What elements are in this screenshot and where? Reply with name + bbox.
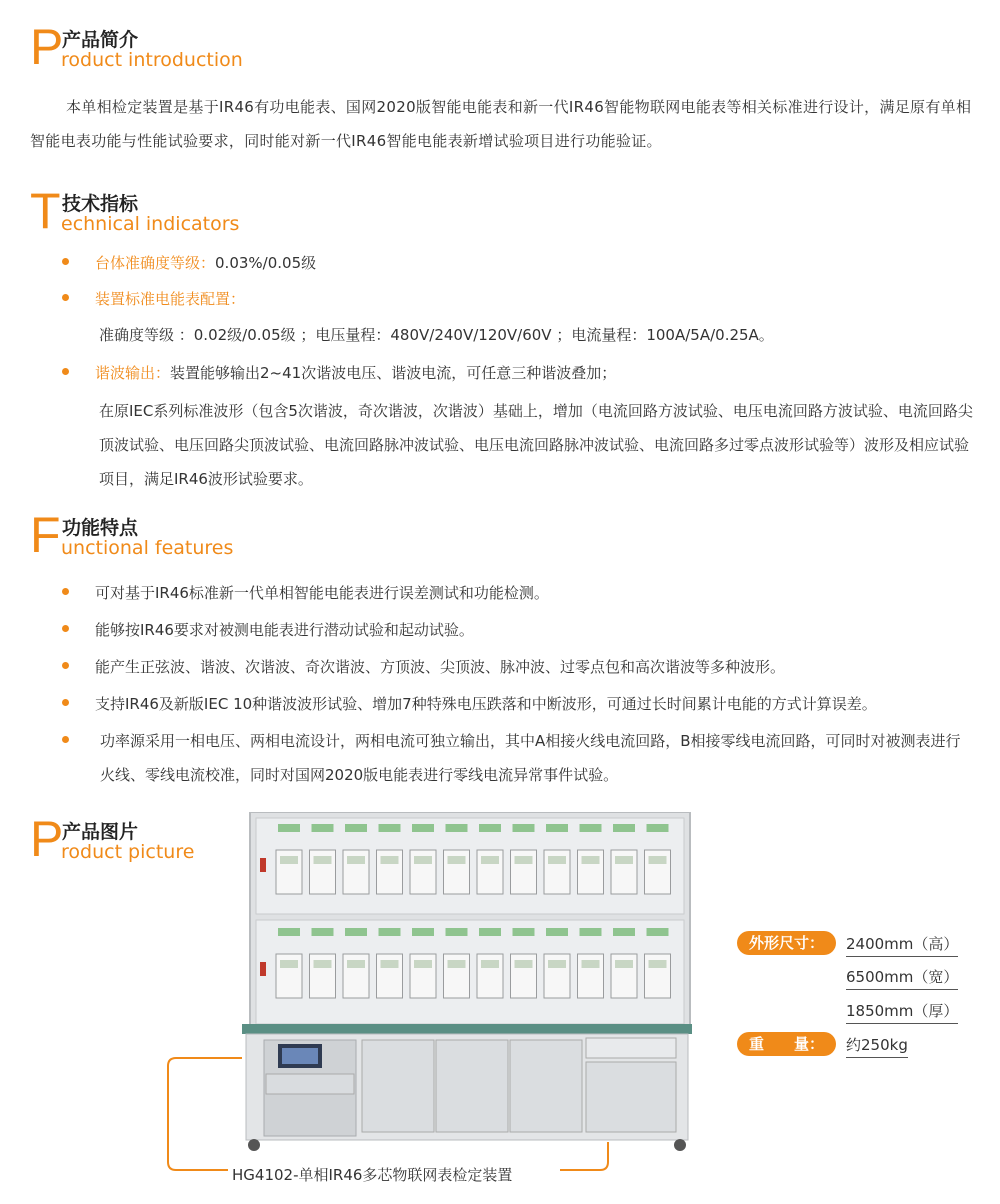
tech-item-label: 台体准确度等级： — [95, 254, 216, 272]
meter-screen — [280, 856, 298, 864]
bullet-icon — [62, 368, 69, 375]
meter-tag — [412, 824, 434, 832]
meter-tag — [546, 928, 568, 936]
meter-screen — [381, 960, 399, 968]
bullet-icon — [62, 258, 69, 265]
meter-tag — [546, 824, 568, 832]
tech-item-label: 装置标准电能表配置： — [95, 290, 246, 308]
bullet-icon — [62, 294, 69, 301]
harmonic-detail: 在原IEC系列标准波形（包含5次谐波，奇次谐波，次谐波）基础上，增加（电流回路方波试验、电压电流回路方波试验、电流回路尖顶波试验、电压回路尖顶波试验、电流回路脉冲波试验、电压电流回路脉冲波试验、电流回路多过零点波形试验等）波形及相应试验项目，满足IR46波形试验要求。 — [99, 402, 973, 488]
meter-screen — [448, 856, 466, 864]
tech-item-value: 0.03%/0.05级 — [215, 254, 317, 272]
tech-letter: T — [30, 183, 61, 239]
feature-item — [62, 724, 95, 758]
feature-text: 能够按IR46要求对被测电能表进行潜动试验和起动试验。 — [95, 621, 474, 639]
caption-bracket — [160, 1054, 620, 1174]
meter-screen — [314, 960, 332, 968]
size-height: 2400mm（高） — [846, 933, 958, 957]
meter-screen — [448, 960, 466, 968]
meter-screen — [649, 856, 667, 864]
feature-item — [62, 650, 785, 684]
meter-tag — [647, 824, 669, 832]
meter-screen — [347, 856, 365, 864]
meter-screen — [515, 960, 533, 968]
bullet-icon — [62, 736, 69, 743]
picture-title-cn: 产品图片 — [62, 821, 139, 843]
meter-tag — [513, 928, 535, 936]
meter-tag — [580, 928, 602, 936]
meter-screen — [347, 960, 365, 968]
bullet-icon — [62, 662, 69, 669]
feature-text: 功率源采用一相电压、两相电流设计，两相电流可独立输出，其中A相接火线电流回路，B相接零线电流回路，可同时对被测表进行火线、零线电流校准，同时对国网2020版电能表进行零线电流异常事件试验。 — [100, 732, 961, 784]
meter-tag — [345, 928, 367, 936]
meter-screen — [548, 960, 566, 968]
size-depth: 1850mm（厚） — [846, 1000, 958, 1024]
tech-title-cn: 技术指标 — [62, 193, 139, 215]
meter-tag — [513, 824, 535, 832]
picture-letter: P — [30, 811, 64, 867]
tech-item — [62, 356, 616, 390]
meter-tag — [379, 824, 401, 832]
product-caption: HG4102-单相IR46多芯物联网表检定装置 — [232, 1166, 513, 1184]
feature-item — [62, 687, 877, 721]
meter-tag — [446, 928, 468, 936]
feature-item — [62, 576, 549, 610]
meter-tag — [647, 928, 669, 936]
meter-tag — [446, 824, 468, 832]
meter-screen — [582, 960, 600, 968]
meter-screen — [615, 856, 633, 864]
weight-value: 约250kg — [846, 1034, 908, 1058]
size-width: 6500mm（宽） — [846, 966, 958, 990]
meter-screen — [548, 856, 566, 864]
tech-item — [62, 246, 316, 280]
meter-screen — [649, 960, 667, 968]
feature-item — [62, 613, 474, 647]
intro-letter: P — [30, 19, 64, 75]
meter-tag — [345, 824, 367, 832]
meter-screen — [280, 960, 298, 968]
func-title-cn: 功能特点 — [62, 517, 139, 539]
bullet-icon — [62, 588, 69, 595]
tech-item-label: 谐波输出： — [95, 364, 171, 382]
meter-tag — [278, 928, 300, 936]
meter-tag — [379, 928, 401, 936]
meter-screen — [414, 856, 432, 864]
tech-item-value: 装置能够输出2~41次谐波电压、谐波电流，可任意三种谐波叠加； — [170, 364, 617, 382]
func-letter: F — [30, 507, 61, 563]
intro-paragraph: 本单相检定装置是基于IR46有功电能表、国网2020版智能电能表和新一代IR46智能物联网电能表等相关标准进行设计，满足原有单相智能电表功能与性能试验要求，同时能对新一代IR46智能电能表新增试验项目进行功能验证。 — [30, 98, 972, 150]
config-detail: 准确度等级 ：0.02级/0.05级 ；电压量程：480V/240V/120V/60V ；电流量程：100A/5A/0.25A。 — [99, 326, 774, 344]
weight-label: 重 量： — [737, 1032, 836, 1056]
meter-tag — [412, 928, 434, 936]
func-title-en: unctional features — [61, 537, 234, 559]
size-label: 外形尺寸： — [737, 931, 836, 955]
meter-screen — [481, 856, 499, 864]
meter-tag — [479, 824, 501, 832]
bullet-icon — [62, 625, 69, 632]
meter-tag — [479, 928, 501, 936]
meter-tag — [312, 928, 334, 936]
meter-screen — [381, 856, 399, 864]
meter-tag — [580, 824, 602, 832]
bullet-icon — [62, 699, 69, 706]
feature-text: 可对基于IR46标准新一代单相智能电能表进行误差测试和功能检测。 — [95, 584, 549, 602]
meter-tag — [278, 824, 300, 832]
feature-text: 能产生正弦波、谐波、次谐波、奇次谐波、方顶波、尖顶波、脉冲波、过零点包和高次谐波等多种波形。 — [95, 658, 786, 676]
feature-text: 支持IR46及新版IEC 10种谐波波形试验、增加7种特殊电压跌落和中断波形，可通过长时间累计电能的方式计算误差。 — [95, 695, 877, 713]
meter-screen — [414, 960, 432, 968]
meter-screen — [314, 856, 332, 864]
tech-item — [62, 282, 245, 316]
meter-screen — [615, 960, 633, 968]
intro-title-cn: 产品简介 — [62, 29, 139, 51]
tech-title-en: echnical indicators — [61, 213, 240, 235]
meter-tag — [613, 824, 635, 832]
meter-tag — [312, 824, 334, 832]
meter-screen — [515, 856, 533, 864]
picture-title-en: roduct picture — [61, 841, 195, 863]
meter-screen — [582, 856, 600, 864]
intro-title-en: roduct introduction — [61, 49, 243, 71]
meter-tag — [613, 928, 635, 936]
meter-screen — [481, 960, 499, 968]
